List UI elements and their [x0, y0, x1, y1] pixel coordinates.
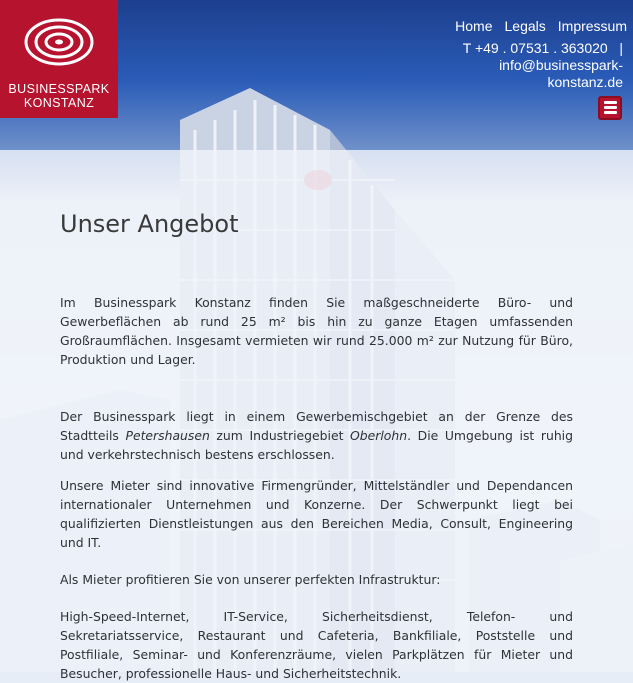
main-content — [60, 210, 573, 683]
contact-separator: | — [619, 40, 623, 56]
infrastructure-intro: Als Mieter profitieren Sie von unserer perfekten Infrastruktur: — [60, 572, 441, 587]
tenants-paragraph: Unsere Mieter sind innovative Firmengründer, Mittelständler und Dependancen internationaler Unternehmen und Konzerne. Der Schwerpunkt liegt bei qualifizierten Dienstleistungen aus den Bereichen Media, Consult, Engineering und IT. — [60, 478, 573, 550]
logo-line-2: KONSTANZ — [23, 96, 95, 110]
intro-paragraph: Im Businesspark Konstanz finden Sie maßgeschneiderte Büro- und Gewerbeflächen ab rund 25 m² bis hin zu ganze Etagen umfassenden Großraumflächen. Insgesamt vermieten wir rund 25.000 m² zur Nutzung für Büro, Produktion und Lager. — [60, 295, 573, 367]
hamburger-icon[interactable] — [598, 96, 622, 120]
email-line-2[interactable]: konstanz.de — [547, 74, 623, 90]
infrastructure-list: High-Speed-Internet, IT-Service, Sicherheitsdienst, Telefon- und Sekretariatsservice, Restaurant und Cafeteria, Bankfiliale, Poststelle und Postfiliale, Seminar- und Konferenzräume, vielen Parkplätzen für Mieter und Besucher, professionelle Haus- und Sicherheitstechnik. — [60, 609, 573, 681]
district-oberlohn: Oberlohn — [350, 428, 408, 443]
page-title: Unser Angebot — [60, 210, 239, 238]
location-paragraph: Der Businesspark liegt in einem Gewerbemischgebiet an der Grenze des Stadtteils Petershausen zum Industriegebiet Oberlohn. Die Umgebung ist ruhig und verkehrstechnisch bestens erschlossen. — [60, 409, 573, 462]
district-petershausen: Petershausen — [125, 428, 210, 443]
nav-legals[interactable]: Legals — [504, 18, 546, 34]
logo-line-1: BUSINESSPARK — [8, 82, 110, 96]
nav-impressum[interactable]: Impressum — [557, 18, 627, 34]
nav-home[interactable]: Home — [455, 18, 493, 34]
email-line-1[interactable]: info@businesspark- — [499, 57, 623, 73]
swirl-logo-icon — [24, 12, 94, 72]
contact-info — [423, 40, 623, 91]
top-navigation — [455, 18, 627, 34]
brand-logo[interactable] — [0, 0, 118, 118]
phone-number[interactable]: T +49 . 07531 . 363020 — [462, 40, 608, 56]
logo-wordmark — [0, 82, 118, 110]
